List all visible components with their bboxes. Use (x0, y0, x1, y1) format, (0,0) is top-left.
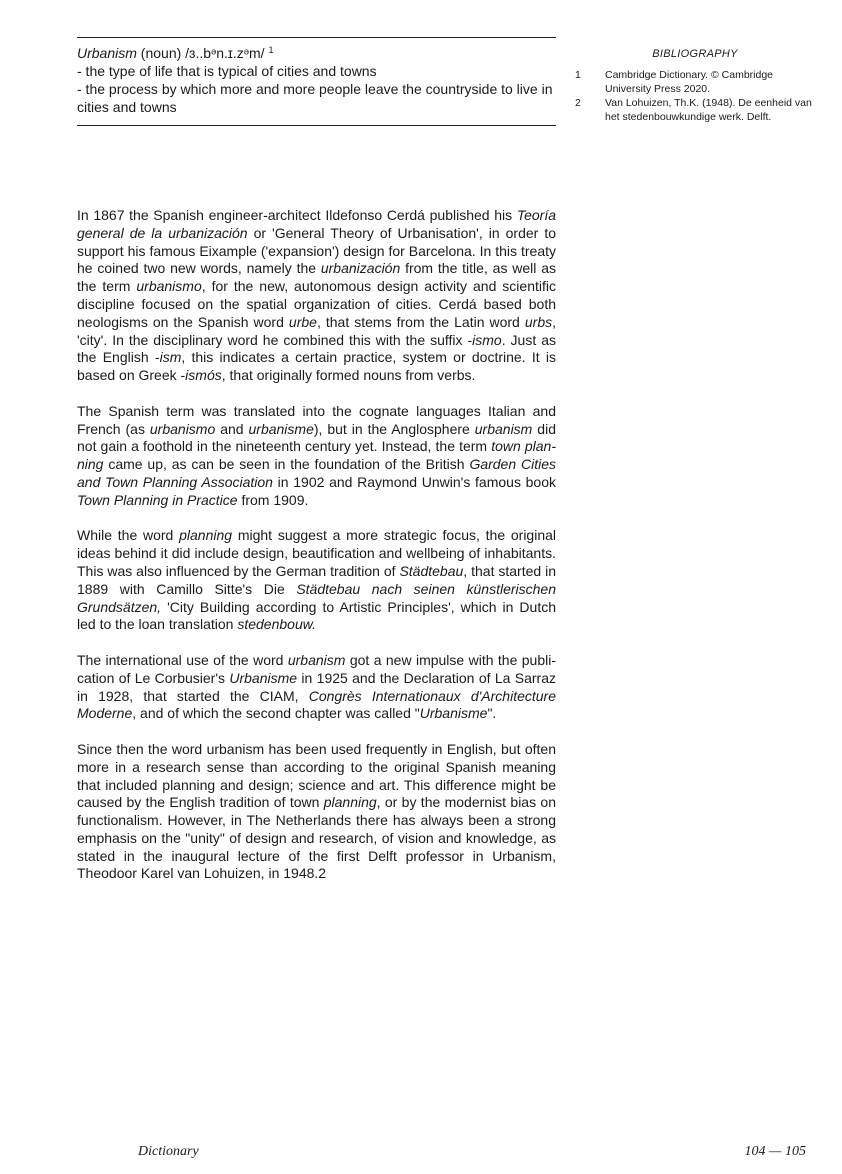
paragraph-2 (77, 403, 556, 510)
italic-run: ismós (185, 367, 222, 384)
text-run: and (215, 420, 249, 437)
italic-run: Congrès Internationaux d'Architecture Moderne (77, 687, 556, 722)
text-run: . Just as the English - (77, 331, 556, 366)
definition-meaning: - the process by which more and more people leave the countryside to live in cities and towns (77, 81, 553, 115)
bibliography (575, 47, 815, 124)
text-run: , this indicates a certain practice, system or doctrine. It is based on Greek - (77, 349, 556, 384)
italic-run: ismo (472, 331, 502, 348)
italic-run: Teoría general de la urbanización (77, 207, 556, 241)
text-run: 'City Building according to Artistic Principles', which in Dutch led to the loan translation (77, 598, 556, 633)
italic-run: Städtebau (399, 562, 464, 579)
definition-part-of-speech: (noun) (136, 45, 186, 61)
top-rule (77, 37, 556, 38)
article-body (77, 207, 556, 901)
text-run: , that stems from the Latin word (316, 313, 525, 330)
text-run: from the title, as well as the term (77, 260, 556, 295)
definition-headword-line (77, 44, 556, 62)
text-run: The international use of the word (77, 651, 288, 668)
bibliography-entry (575, 68, 815, 96)
italic-run: urbe (288, 313, 317, 330)
text-run: While the word (77, 527, 180, 544)
footer-section-title: Dictionary (138, 1144, 199, 1159)
italic-run: urbs (524, 313, 553, 330)
text-run: came up, as can be seen in the foundation of the British (103, 456, 470, 473)
text-run: Since then the word urbanism has been used frequently in English, but often more in a research sense than according to the original Spanish meaning that included planning and design; science and art. This difference might be caused by the English tradition of town (77, 740, 556, 811)
paragraph-1 (77, 207, 556, 385)
text-run: got a new impulse with the publication of Le Corbusier's (77, 651, 556, 686)
italic-run: urbanismo (149, 420, 216, 437)
italic-run: urbanización (320, 260, 401, 277)
bibliography-entry-text: Van Lohuizen, Th.K. (1948). De eenheid van het stedenbouwkundige werk. Delft. (605, 97, 812, 123)
bibliography-entry-text: Cambridge Dictionary. © Cambridge University Press 2020. (605, 69, 774, 95)
italic-run: Städtebau nach seinen künstlerischen Grundsätzen, (77, 580, 557, 615)
text-run: or 'General Theory of Urbanisation', in order to support his famous Eixample ('expansion') design for Barcelona. In this treaty he coined two new words, namely the (77, 224, 556, 277)
text-run: in 1925 and the Declaration of La Sarraz in 1928, that started the CIAM, (77, 669, 556, 704)
text-run: might suggest a more strategic focus, the original ideas behind it did include design, beautification and wellbeing of inhabitants. This was also influenced by the German tradition of (77, 527, 557, 579)
dictionary-definition (77, 44, 556, 116)
text-run: , that originally formed nouns from verbs. (221, 367, 476, 384)
text-run: , 'city'. In the disciplinary word he combined this with the suffix - (77, 313, 556, 348)
italic-run: planning (179, 527, 233, 544)
text-run: ), but in the Anglosphere (313, 420, 475, 437)
text-run: ". (487, 705, 497, 722)
text-run: in 1902 and Raymond Unwin's famous book (272, 473, 557, 490)
bibliography-entry-number: 2 (575, 97, 581, 109)
italic-run: urbanism (474, 420, 533, 437)
italic-run: town planning (77, 438, 556, 473)
bibliography-entry (575, 96, 815, 124)
definition-footnote-ref: 1 (268, 45, 274, 55)
bottom-rule (77, 125, 556, 126)
italic-run: Town Planning in Practice (77, 491, 238, 508)
definition-meaning: - the type of life that is typical of cities and towns (77, 63, 377, 79)
paragraph-3 (77, 527, 556, 634)
italic-run: stedenbouw. (237, 616, 316, 633)
footer-page-numbers: 104 — 105 (744, 1144, 806, 1159)
bibliography-heading: BIBLIOGRAPHY (652, 48, 738, 60)
italic-run: Garden Cities and Town Planning Association (77, 456, 557, 490)
italic-run: ism (159, 349, 182, 366)
italic-run: planning (323, 794, 377, 811)
italic-run: urbanismo (136, 278, 202, 295)
text-run: did not gain a foothold in the nineteenth century yet. Instead, the term (77, 420, 556, 455)
paragraph-5 (77, 741, 556, 883)
text-run: , or by the modernist bias on functionalism. However, in The Netherlands there has always been a strong emphasis on the "unity" of design and research, of vision and knowledge, as stated in the inaugural lecture of the first Delft professor in Urbanism, Theodoor Karel van Lohuizen, in 1948.2 (77, 794, 557, 882)
paragraph-4 (77, 652, 556, 723)
italic-run: urbanism (287, 651, 346, 668)
definition-pronunciation: /ɜ..bᵊn.ɪ.zᵊm/ (185, 45, 265, 61)
text-run: In 1867 the Spanish engineer-architect Ildefonso Cerdá published his (77, 207, 517, 223)
italic-run: urbanisme (248, 420, 314, 437)
italic-run: Urbanisme (229, 669, 298, 686)
text-run: The Spanish term was translated into the cognate languages Italian and French (as (77, 402, 556, 437)
text-run: , that started in 1889 with Camillo Sitte's Die (77, 562, 556, 597)
bibliography-entry-number: 1 (575, 69, 581, 81)
text-run: , for the new, autonomous design activity and scientific discipline focused on the spatial organization of cities. Cerdá based both neologisms on the Spanish word (77, 278, 556, 330)
text-run: , and of which the second chapter was called " (132, 705, 420, 722)
italic-run: Urbanisme (419, 705, 488, 722)
text-run: from 1909. (237, 491, 309, 508)
definition-term: Urbanism (77, 45, 137, 61)
